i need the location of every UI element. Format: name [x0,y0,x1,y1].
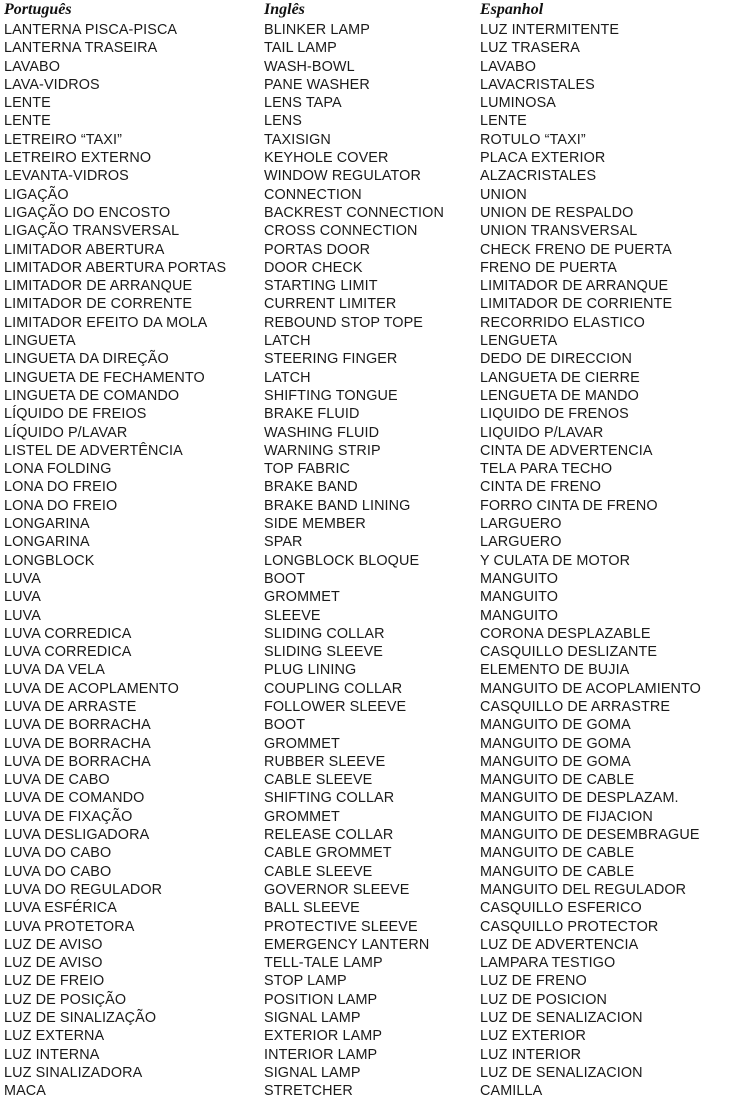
english-term: COUPLING COLLAR [264,680,403,697]
table-row [0,277,748,295]
english-term: SLEEVE [264,607,321,624]
portuguese-term: LUVA DE ARRASTE [4,698,137,715]
portuguese-term: LIGAÇÃO DO ENCOSTO [4,204,171,221]
english-term: STEERING FINGER [264,351,398,368]
portuguese-term: LINGUETA DE FECHAMENTO [4,369,205,386]
english-term: BRAKE FLUID [264,406,360,423]
english-term: EXTERIOR LAMP [264,1028,383,1045]
portuguese-term: LIMITADOR DE CORRENTE [4,296,193,313]
portuguese-term: LINGUETA DA DIREÇÃO [4,351,169,368]
english-term: WARNING STRIP [264,442,381,459]
portuguese-term: LUVA DE FIXAÇÃO [4,808,133,825]
portuguese-term: LUZ DE FREIO [4,973,105,990]
portuguese-term: LUVA DE ACOPLAMENTO [4,680,179,697]
table-row [0,186,748,204]
table-row [0,789,748,807]
english-term: LENS [264,113,302,130]
spanish-term: LENGUETA DE MANDO [480,387,639,404]
spanish-term: DEDO DE DIRECCION [480,351,633,368]
table-row [0,515,748,533]
english-term: KEYHOLE COVER [264,150,389,167]
table-row [0,478,748,496]
spanish-term: MANGUITO [480,589,559,606]
table-row [0,771,748,789]
portuguese-term: LIMITADOR EFEITO DA MOLA [4,314,208,331]
english-term: CONNECTION [264,186,362,203]
table-row [0,112,748,130]
table-row [0,387,748,405]
spanish-term: LAVACRISTALES [480,76,595,93]
english-term: STOP LAMP [264,973,347,990]
portuguese-term: LONA DO FREIO [4,479,118,496]
english-term: GROMMET [264,735,340,752]
english-term: TELL-TALE LAMP [264,955,383,972]
spanish-term: ALZACRISTALES [480,168,597,185]
english-term: LENS TAPA [264,95,342,112]
spanish-term: LENGUETA [480,333,558,350]
table-row [0,735,748,753]
english-term: SLIDING COLLAR [264,625,385,642]
spanish-term: MANGUITO DE CABLE [480,845,635,862]
table-row [0,350,748,368]
english-term: SIGNAL LAMP [264,1010,361,1027]
spanish-term: UNION TRANSVERSAL [480,223,638,240]
table-row [0,972,748,990]
portuguese-term: LIMITADOR ABERTURA [4,241,165,258]
table-row [0,680,748,698]
table-row [0,497,748,515]
portuguese-term: LUVA [4,607,41,624]
portuguese-term: LUVA ESFÉRICA [4,900,117,917]
portuguese-term: LIGAÇÃO [4,186,69,203]
portuguese-term: LINGUETA DE COMANDO [4,387,180,404]
english-term: STARTING LIMIT [264,278,378,295]
portuguese-term: LÍQUIDO P/LAVAR [4,424,128,441]
spanish-term: CASQUILLO PROTECTOR [480,918,659,935]
portuguese-term: LUZ DE POSIÇÃO [4,991,127,1008]
spanish-term: ROTULO “TAXI” [480,131,586,148]
portuguese-term: LUZ INTERNA [4,1046,100,1063]
english-term: EMERGENCY LANTERN [264,936,430,953]
portuguese-term: LUVA DO CABO [4,863,112,880]
spanish-term: LAMPARA TESTIGO [480,955,616,972]
portuguese-term: LONGARINA [4,534,90,551]
table-row [0,954,748,972]
portuguese-term: LUVA DE CABO [4,772,110,789]
portuguese-term: LONGBLOCK [4,552,95,569]
spanish-term: MANGUITO DE CABLE [480,863,635,880]
spanish-term: TELA PARA TECHO [480,461,613,478]
spanish-term: LANGUETA DE CIERRE [480,369,640,386]
portuguese-term: LUVA [4,589,41,606]
english-term: PORTAS DOOR [264,241,371,258]
table-row [0,899,748,917]
table-row [0,533,748,551]
table-row [0,863,748,881]
portuguese-term: LUVA DA VELA [4,662,105,679]
spanish-term: CAMILLA [480,1083,543,1100]
column-header-spanish: Espanhol [480,1,544,18]
spanish-term: LARGUERO [480,534,562,551]
portuguese-term: LUVA DE BORRACHA [4,735,151,752]
table-row [0,149,748,167]
portuguese-term: LUVA DESLIGADORA [4,827,150,844]
english-term: SHIFTING COLLAR [264,790,395,807]
table-row [0,76,748,94]
spanish-term: ELEMENTO DE BUJIA [480,662,630,679]
english-term: WASH-BOWL [264,58,355,75]
english-term: CROSS CONNECTION [264,223,418,240]
portuguese-term: LEVANTA-VIDROS [4,168,129,185]
spanish-term: MANGUITO DE GOMA [480,753,631,770]
english-term: REBOUND STOP TOPE [264,314,423,331]
spanish-term: LIQUIDO DE FRENOS [480,406,629,423]
table-row [0,204,748,222]
table-row [0,1009,748,1027]
portuguese-term: LUVA DE BORRACHA [4,753,151,770]
spanish-term: CASQUILLO DESLIZANTE [480,644,658,661]
table-row [0,332,748,350]
portuguese-term: LUVA CORREDICA [4,625,132,642]
portuguese-term: LANTERNA PISCA-PISCA [4,22,178,38]
english-term: BOOT [264,570,306,587]
portuguese-term: MACA [4,1083,46,1100]
spanish-term: LUZ DE ADVERTENCIA [480,936,639,953]
table-row [0,369,748,387]
table-row [0,39,748,57]
table-row [0,442,748,460]
table-row [0,259,748,277]
portuguese-term: LUZ SINALIZADORA [4,1064,143,1081]
spanish-term: MANGUITO DE FIJACION [480,808,653,825]
english-term: STRETCHER [264,1083,353,1100]
english-term: SLIDING SLEEVE [264,644,383,661]
english-term: WINDOW REGULATOR [264,168,421,185]
table-row [0,241,748,259]
spanish-term: CHECK FRENO DE PUERTA [480,241,672,258]
english-term: PANE WASHER [264,76,370,93]
table-row [0,222,748,240]
english-term: BRAKE BAND [264,479,358,496]
english-term: PLUG LINING [264,662,357,679]
column-header-row [0,0,748,20]
english-term: RUBBER SLEEVE [264,753,386,770]
table-row [0,94,748,112]
table-row [0,716,748,734]
english-term: WASHING FLUID [264,424,380,441]
portuguese-term: LUZ DE AVISO [4,955,103,972]
portuguese-term: LISTEL DE ADVERTÊNCIA [4,442,183,459]
portuguese-term: LANTERNA TRASEIRA [4,40,158,57]
spanish-term: CORONA DESPLAZABLE [480,625,651,642]
table-row [0,1027,748,1045]
spanish-term: LUZ INTERMITENTE [480,22,620,38]
table-row [0,1082,748,1100]
portuguese-term: LUZ EXTERNA [4,1028,105,1045]
english-term: BLINKER LAMP [264,22,370,38]
spanish-term: LUZ DE FRENO [480,973,587,990]
portuguese-term: LAVA-VIDROS [4,76,100,93]
spanish-term: LARGUERO [480,516,562,533]
english-term: CABLE SLEEVE [264,772,373,789]
table-row [0,588,748,606]
glossary-rows [0,20,748,1101]
portuguese-term: LUZ DE SINALIZAÇÃO [4,1010,157,1027]
spanish-term: MANGUITO [480,570,559,587]
english-term: TAXISIGN [264,131,331,148]
table-row [0,844,748,862]
table-row [0,405,748,423]
spanish-term: LUZ DE POSICION [480,991,608,1008]
table-row [0,625,748,643]
spanish-term: LUZ DE SENALIZACION [480,1064,643,1081]
table-row [0,936,748,954]
portuguese-term: LENTE [4,95,51,112]
portuguese-term: LETREIRO “TAXI” [4,131,122,148]
portuguese-term: LONA DO FREIO [4,497,118,514]
portuguese-term: LETREIRO EXTERNO [4,150,152,167]
english-term: INTERIOR LAMP [264,1046,378,1063]
spanish-term: FORRO CINTA DE FRENO [480,497,658,514]
portuguese-term: LIMITADOR ABERTURA PORTAS [4,259,227,276]
spanish-term: MANGUITO DE DESEMBRAGUE [480,827,700,844]
spanish-term: RECORRIDO ELASTICO [480,314,645,331]
portuguese-term: LUVA DO CABO [4,845,112,862]
table-row [0,58,748,76]
table-row [0,826,748,844]
portuguese-term: LIGAÇÃO TRANSVERSAL [4,223,180,240]
english-term: BRAKE BAND LINING [264,497,411,514]
spanish-term: CINTA DE FRENO [480,479,602,496]
english-term: LONGBLOCK BLOQUE [264,552,420,569]
spanish-term: LUZ EXTERIOR [480,1028,586,1045]
portuguese-term: LUVA [4,570,41,587]
spanish-term: LAVABO [480,58,537,75]
spanish-term: MANGUITO DE GOMA [480,735,631,752]
english-term: TAIL LAMP [264,40,337,57]
spanish-term: CINTA DE ADVERTENCIA [480,442,653,459]
spanish-term: MANGUITO DE GOMA [480,717,631,734]
english-term: DOOR CHECK [264,259,363,276]
spanish-term: LUZ DE SENALIZACION [480,1010,643,1027]
english-term: POSITION LAMP [264,991,378,1008]
table-row [0,698,748,716]
table-row [0,552,748,570]
portuguese-term: LONA FOLDING [4,461,112,478]
english-term: BOOT [264,717,306,734]
portuguese-term: LÍQUIDO DE FREIOS [4,406,147,423]
portuguese-term: LUVA PROTETORA [4,918,135,935]
spanish-term: LIQUIDO P/LAVAR [480,424,604,441]
spanish-term: MANGUITO DE DESPLAZAM. [480,790,679,807]
table-row [0,295,748,313]
english-term: CURRENT LIMITER [264,296,397,313]
table-row [0,918,748,936]
spanish-term: CASQUILLO ESFERICO [480,900,642,917]
portuguese-term: LUVA CORREDICA [4,644,132,661]
english-term: GROMMET [264,589,340,606]
spanish-term: LIMITADOR DE ARRANQUE [480,278,669,295]
spanish-term: MANGUITO DE CABLE [480,772,635,789]
table-row [0,607,748,625]
spanish-term: UNION DE RESPALDO [480,204,634,221]
spanish-term: MANGUITO [480,607,559,624]
table-row [0,661,748,679]
table-row [0,991,748,1009]
table-row [0,167,748,185]
english-term: LATCH [264,333,311,350]
english-term: CABLE SLEEVE [264,863,373,880]
english-term: SHIFTING TONGUE [264,387,398,404]
spanish-term: LUZ INTERIOR [480,1046,582,1063]
table-row [0,131,748,149]
english-term: PROTECTIVE SLEEVE [264,918,418,935]
english-term: LATCH [264,369,311,386]
english-term: FOLLOWER SLEEVE [264,698,407,715]
english-term: SIGNAL LAMP [264,1064,361,1081]
portuguese-term: LIMITADOR DE ARRANQUE [4,278,193,295]
table-row [0,643,748,661]
portuguese-term: LINGUETA [4,333,76,350]
table-row [0,753,748,771]
spanish-term: MANGUITO DEL REGULADOR [480,881,687,898]
portuguese-term: LAVABO [4,58,61,75]
spanish-term: MANGUITO DE ACOPLAMIENTO [480,680,701,697]
table-row [0,881,748,899]
spanish-term: Y CULATA DE MOTOR [480,552,631,569]
english-term: GOVERNOR SLEEVE [264,881,410,898]
english-term: GROMMET [264,808,340,825]
spanish-term: CASQUILLO DE ARRASTRE [480,698,671,715]
spanish-term: PLACA EXTERIOR [480,150,606,167]
spanish-term: UNION [480,186,527,203]
spanish-term: LIMITADOR DE CORRIENTE [480,296,673,313]
portuguese-term: LUVA DO REGULADOR [4,881,163,898]
column-header-portuguese: Português [4,1,72,18]
portuguese-term: LUVA DE COMANDO [4,790,145,807]
english-term: RELEASE COLLAR [264,827,394,844]
table-row [0,808,748,826]
portuguese-term: LUVA DE BORRACHA [4,717,151,734]
spanish-term: LUZ TRASERA [480,40,580,57]
table-row [0,1064,748,1082]
table-row [0,1046,748,1064]
english-term: SIDE MEMBER [264,516,366,533]
portuguese-term: LENTE [4,113,51,130]
table-row [0,570,748,588]
portuguese-term: LUZ DE AVISO [4,936,103,953]
english-term: BACKREST CONNECTION [264,204,444,221]
english-term: BALL SLEEVE [264,900,360,917]
table-row [0,314,748,332]
spanish-term: FRENO DE PUERTA [480,259,617,276]
column-header-english: Inglês [264,1,305,18]
english-term: TOP FABRIC [264,461,351,478]
table-row [0,460,748,478]
portuguese-term: LONGARINA [4,516,90,533]
table-row [0,424,748,442]
english-term: SPAR [264,534,303,551]
spanish-term: LUMINOSA [480,95,556,112]
table-row [0,21,748,39]
english-term: CABLE GROMMET [264,845,392,862]
spanish-term: LENTE [480,113,527,130]
